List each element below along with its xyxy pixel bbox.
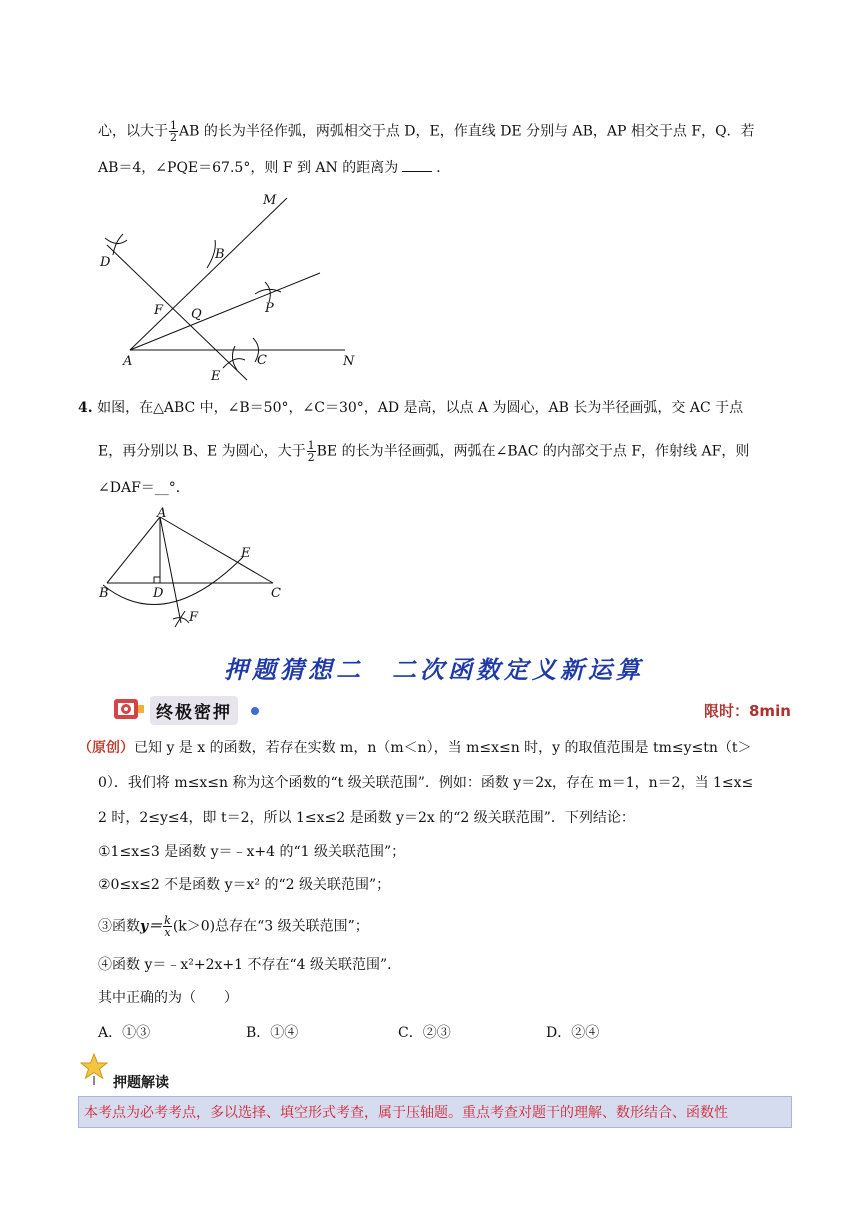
label-b: B — [99, 586, 109, 601]
q4-line-3 — [98, 478, 190, 498]
fraction-numerator: 1 — [307, 439, 315, 452]
problem-line-2 — [98, 773, 753, 793]
label-p: P — [265, 301, 274, 316]
statement-1 — [98, 842, 405, 862]
answer-blank — [402, 171, 432, 172]
fraction-half — [307, 440, 316, 463]
fraction-denominator: x — [164, 926, 171, 939]
target-icon — [112, 695, 146, 723]
option-b[interactable] — [246, 1023, 298, 1043]
explain-text: 本考点为必考考点，多以选择、填空形式考查，属于压轴题。重点考查对题干的理解、数形结合、函数性 — [84, 1105, 728, 1121]
q4-text: E，再分别以 B、E 为圆心，大于 — [98, 443, 306, 460]
label-a: A — [157, 506, 167, 521]
ask-text: 其中正确的为（ ） — [98, 990, 238, 1006]
option-label: B．①④ — [246, 1025, 299, 1041]
problem-text: 0）．我们将 m≤x≤n 称为这个函数的“t 级关联范围”．例如：函数 y＝2x，存在 m＝1，n＝2，当 1≤x≤ — [98, 775, 754, 791]
q4-text: ∠DAF＝__°． — [98, 480, 190, 496]
label-d: D — [153, 586, 164, 601]
statement-text: ②0≤x≤2 不是函数 y＝x² 的“2 级关联范围”； — [98, 877, 391, 893]
q4-line-1 — [78, 398, 743, 418]
statement-text: ①1≤x≤3 是函数 y＝﹣x+4 的“1 级关联范围”； — [98, 844, 406, 860]
time-limit: 限时：8min — [704, 702, 791, 720]
section-title: 押题猜想二 二次函数定义新运算 — [224, 655, 644, 684]
statement-2 — [98, 875, 390, 895]
problem-line-1 — [78, 738, 752, 758]
option-d[interactable] — [546, 1023, 599, 1043]
geometry-figure-2 — [95, 505, 285, 635]
problem-line-3 — [98, 808, 635, 828]
label-c: C — [257, 353, 267, 368]
q3-text: ． — [436, 160, 451, 176]
q3-text: AB 的长为半径作弧，两弧相交于点 D，E，作直线 DE 分别与 AB，AP 相交于点 F，Q．若 — [179, 123, 755, 140]
explain-title: 押题解读 — [113, 1075, 169, 1091]
option-label: A．①③ — [98, 1025, 151, 1041]
q3-line-2 — [98, 158, 450, 178]
q4-text: BE 的长为半径画弧，两弧在∠BAC 的内部交于点 F，作射线 AF，则 — [316, 443, 750, 460]
label-f: F — [189, 610, 199, 625]
label-a: A — [123, 354, 133, 369]
label-n: N — [343, 354, 355, 369]
label-f: F — [154, 303, 164, 318]
option-a[interactable] — [98, 1023, 150, 1043]
label-e: E — [211, 369, 221, 384]
fraction-denominator: 2 — [307, 451, 315, 464]
original-tag: （原创） — [78, 740, 134, 756]
statement-text: y＝ — [140, 918, 163, 935]
statement-4 — [98, 955, 401, 975]
fraction-k-over-x — [163, 915, 172, 938]
statement-text: ④函数 y＝﹣x²+2x+1 不存在“4 级关联范围”． — [98, 957, 402, 973]
option-c[interactable] — [398, 1023, 451, 1043]
label-e: E — [241, 546, 251, 561]
q4-number: 4. — [78, 400, 93, 416]
problem-text: 2 时，2≤y≤4，即 t＝2，所以 1≤x≤2 是函数 y＝2x 的“2 级关联范围”．下列结论： — [98, 810, 635, 826]
label-d: D — [100, 255, 111, 270]
statement-3 — [98, 915, 369, 938]
label-m: M — [263, 193, 277, 208]
q3-line-1 — [98, 120, 755, 143]
option-label: D．②④ — [546, 1025, 600, 1041]
q4-line-2 — [98, 440, 749, 463]
fraction-half — [169, 120, 178, 143]
label-b: B — [215, 247, 225, 262]
star-icon — [80, 1052, 108, 1086]
statement-text: ③函数 — [98, 918, 140, 935]
label-q: Q — [191, 307, 202, 322]
problem-text: 已知 y 是 x 的函数，若存在实数 m，n（m＜n），当 m≤x≤n 时，y 的取值范围是 tm≤y≤tn（t＞ — [134, 740, 752, 756]
statement-text: (k＞0)总存在“3 级关联范围”； — [172, 918, 369, 935]
fraction-numerator: k — [164, 914, 171, 927]
badge-final-prediction: 终极密押 — [150, 696, 238, 725]
fraction-denominator: 2 — [170, 131, 177, 144]
fraction-numerator: 1 — [170, 119, 177, 132]
q3-text: 心，以大于 — [98, 123, 168, 140]
label-c: C — [271, 586, 281, 601]
q4-text: 如图，在△ABC 中，∠B＝50°，∠C＝30°，AD 是高，以点 A 为圆心，AB 长为半径画弧，交 AC 于点 — [97, 400, 744, 416]
dot-icon — [250, 706, 260, 716]
option-label: C．②③ — [398, 1025, 451, 1041]
geometry-figure-1 — [95, 190, 370, 385]
q3-text: AB＝4，∠PQE＝67.5°，则 F 到 AN 的距离为 — [98, 160, 399, 176]
question-ask — [98, 988, 238, 1008]
